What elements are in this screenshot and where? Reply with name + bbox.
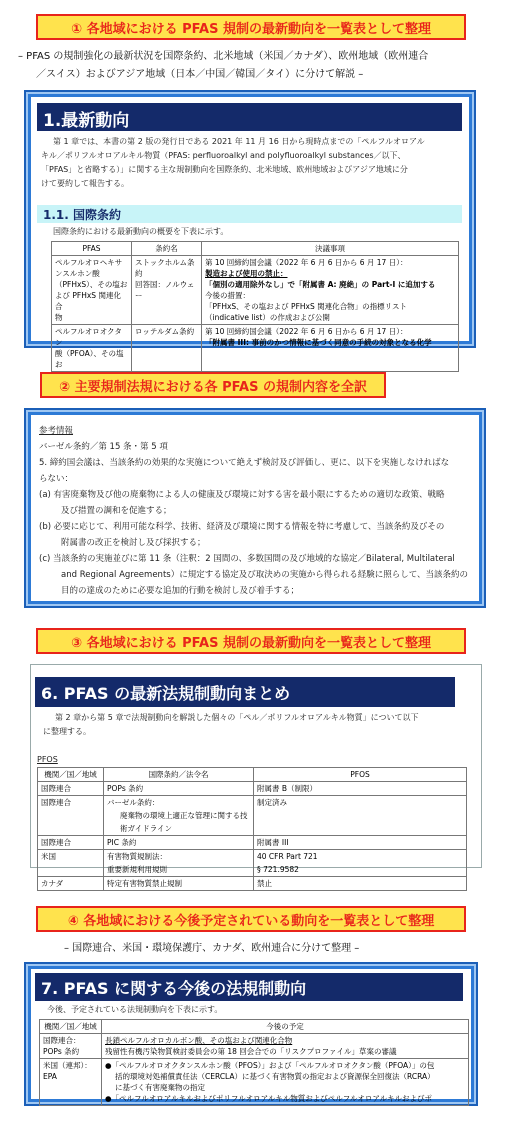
- section1-document-panel: [28, 94, 472, 369]
- section4-title: ④ 各地域における今後予定されている動向を一覧表として整理: [36, 906, 466, 932]
- section1-subtitle-line2: ／スイス）およびアジア地域（日本／中国／韓国／タイ）に分けて解説 –: [36, 69, 364, 80]
- table-row: 国際連合 POPs 条約 附属書 B（制限）: [38, 782, 467, 796]
- item-c-line1: (c) 当該条約の実施並びに第 11 条（注釈：2 国間の、多数国間の及び地域的な協定／Bilateral, Multilateral: [39, 554, 455, 564]
- un-pops-plan-cell: 長鎖ペルフルオロカルボン酸、その塩および関連化合物 残留性有機汚染物質検討委員会の第 18 回会合での「リスクプロファイル」草案の審議: [102, 1034, 469, 1059]
- intl-treaties-subheading: 1.1. 国際条約: [37, 205, 462, 223]
- table-row: 重要新規利用規則 § 721.9582: [38, 863, 467, 877]
- section3-title: ③ 各地域における PFAS 規制の最新動向を一覧表として整理: [36, 628, 466, 654]
- future-regulation-table: [39, 1019, 469, 1106]
- header-future-plan: 今後の予定: [102, 1020, 469, 1034]
- table-row: 国際連合 バーゼル条約： 制定済み: [38, 796, 467, 810]
- pfhxs-cell: ペルフルオロヘキサ ンスルホン酸 （PFHxS）、その塩お よび PFHxS 関連化合 物: [52, 256, 132, 325]
- section4-document-panel: [28, 966, 474, 1102]
- section2-document-panel: [28, 412, 482, 604]
- summary-intro-line1: 第 2 章から第 5 章で法規制動向を解説した個々の「ペル／ポリフルオロアルキル物質」について以下: [55, 713, 419, 722]
- basel-article-ref: バーゼル条約／第 15 条・第 5 項: [39, 442, 168, 452]
- section1-subtitle-line1: – PFAS の規制強化の最新状況を国際条約、北米地域（米国／カナダ）、欧州地域（欧州連合: [18, 51, 429, 62]
- table-row: 廃棄物の環境上適正な管理に関する技: [38, 809, 467, 822]
- para5-line2: らない：: [39, 474, 74, 484]
- intl-treaties-intro: 国際条約における最新動向の概要を下表に示す。: [53, 227, 229, 236]
- rotterdam-cell: ロッテルダム条約: [132, 325, 202, 372]
- latest-trends-heading: 1.最新動向: [37, 103, 462, 131]
- chapter1-para-line3: 「PFAS」と省略する）」に関する主な規制動向を国際条約、北米地域、欧州地域およびアジア地域に分: [41, 165, 408, 174]
- table-row: 米国 有害物質規制法： 40 CFR Part 721: [38, 850, 467, 864]
- chapter1-para-line4: けて要約して報告する。: [41, 179, 129, 188]
- table-row: カナダ 特定有害物質禁止規制 禁止: [38, 877, 467, 891]
- future-regulation-heading: 7. PFAS に関する今後の法規制動向: [35, 973, 463, 1001]
- intl-treaties-table: [51, 241, 459, 372]
- item-b-line1: (b) 必要に応じて、利用可能な科学、技術、経済及び環境に関する情報を特に考慮して、当該条約及びその: [39, 522, 445, 532]
- section3-document-panel: [30, 664, 482, 888]
- chapter1-para-line2: キル／ポリフルオロアルキル物質（PFAS: perfluoroalkyl and polyfluoroalkyl substances／以下、: [41, 151, 406, 160]
- section4-subtitle: – 国際連合、米国・環境保護庁、カナダ、欧州連合に分けて整理 –: [64, 943, 360, 954]
- table-header-row: [40, 1020, 469, 1034]
- item-b-line2: 附属書の改正を検討し及び採択する；: [61, 538, 206, 548]
- table-row: [40, 1034, 469, 1059]
- table-row: [52, 325, 459, 372]
- stockholm-cell: ストックホルム条約 回答国：ノルウェー: [132, 256, 202, 325]
- un-pops-cell: 国際連合： POPs 条約: [40, 1034, 102, 1059]
- para5-line1: 5. 締約国会議は、当該条約の効果的な実施について絶えず検討及び評価し、更に、以下を実施しなければな: [39, 458, 450, 468]
- header-pfos: PFOS: [254, 768, 467, 782]
- us-epa-cell: 米国（連邦）： EPA: [40, 1059, 102, 1106]
- section2-title: ② 主要規制法規における各 PFAS の規制内容を全訳: [40, 372, 386, 398]
- chapter1-para-line1: 第 1 章では、本書の第 2 版の発行日である 2021 年 11 月 16 日から現時点までの「ペルフルオロアル: [53, 137, 425, 146]
- table-row: 術ガイドライン: [38, 822, 467, 836]
- header-law: 国際条約／法令名: [104, 768, 254, 782]
- summary-intro-line2: に整理する。: [43, 727, 91, 736]
- rotterdam-resolution-cell: 第 10 回締約国会議（2022 年 6 月 6 日から 6 月 17 日）： 「附属書 III: 事前のかつ情報に基づく同意の手続の対象となる化学: [202, 325, 459, 372]
- item-c-line2: and Regional Agreements）に規定する協定及び取決めの実施から得られる経験に照らして、当該条約の: [61, 570, 469, 580]
- header-treaty: 条約名: [132, 242, 202, 256]
- pfos-table: [37, 767, 467, 891]
- pfos-label: PFOS: [37, 755, 58, 764]
- stockholm-resolution-cell: 第 10 回締約国会議（2022 年 6 月 6 日から 6 月 17 日）： 製造および使用の禁止： 「個別の適用除外なし」で「附属書 A: 廃絶」の Part-I に追加する 今後の措置： 「PFHxS、その塩および PFHxS 関連化合物」の指標リスト （indicative list）の作成および公開: [202, 256, 459, 325]
- pfas-regulation-summary-heading: 6. PFAS の最新法規制動向まとめ: [35, 677, 455, 707]
- item-a-line1: (a) 有害廃棄物及び他の廃棄物による人の健康及び環境に対する害を最小限にするための適切な政策、戦略: [39, 490, 445, 500]
- table-row: [52, 256, 459, 325]
- item-c-line3: 目的の達成のために必要な追加的行動を検討し及び着手する；: [61, 586, 300, 596]
- pfoa-cell: ペルフルオロオクタン 酸（PFOA）、その塩お: [52, 325, 132, 372]
- header-agency: 機関／国／地域: [40, 1020, 102, 1034]
- table-row: 国際連合 PIC 条約 附属書 III: [38, 836, 467, 850]
- header-agency: 機関／国／地域: [38, 768, 104, 782]
- reference-info-label: 参考情報: [39, 426, 74, 436]
- future-regulation-intro: 今後、予定されている法規制動向を下表に示す。: [47, 1005, 223, 1014]
- us-epa-plan-cell: ●「ペルフルオロオクタンスルホン酸（PFOS）」および「ペルフルオロオクタン酸（PFOA）」の包 括的環境対処補償責任法（CERCLA）に基づく有害物質の指定および資源保全回復法（RCRA） に基づく有害廃棄物の指定 ●「ペルフルオロアルキルおよびポリフルオロアルキル物質およびペルフルオロアルキルおよびポ: [102, 1059, 469, 1106]
- section1-title: ① 各地域における PFAS 規制の最新動向を一覧表として整理: [36, 14, 466, 40]
- table-row: [40, 1059, 469, 1106]
- header-resolution: 決議事項: [202, 242, 459, 256]
- table-header-row: [52, 242, 459, 256]
- item-a-line2: 及び措置の調和を促進する；: [61, 506, 172, 516]
- header-pfas: PFAS: [52, 242, 132, 256]
- table-header-row: [38, 768, 467, 782]
